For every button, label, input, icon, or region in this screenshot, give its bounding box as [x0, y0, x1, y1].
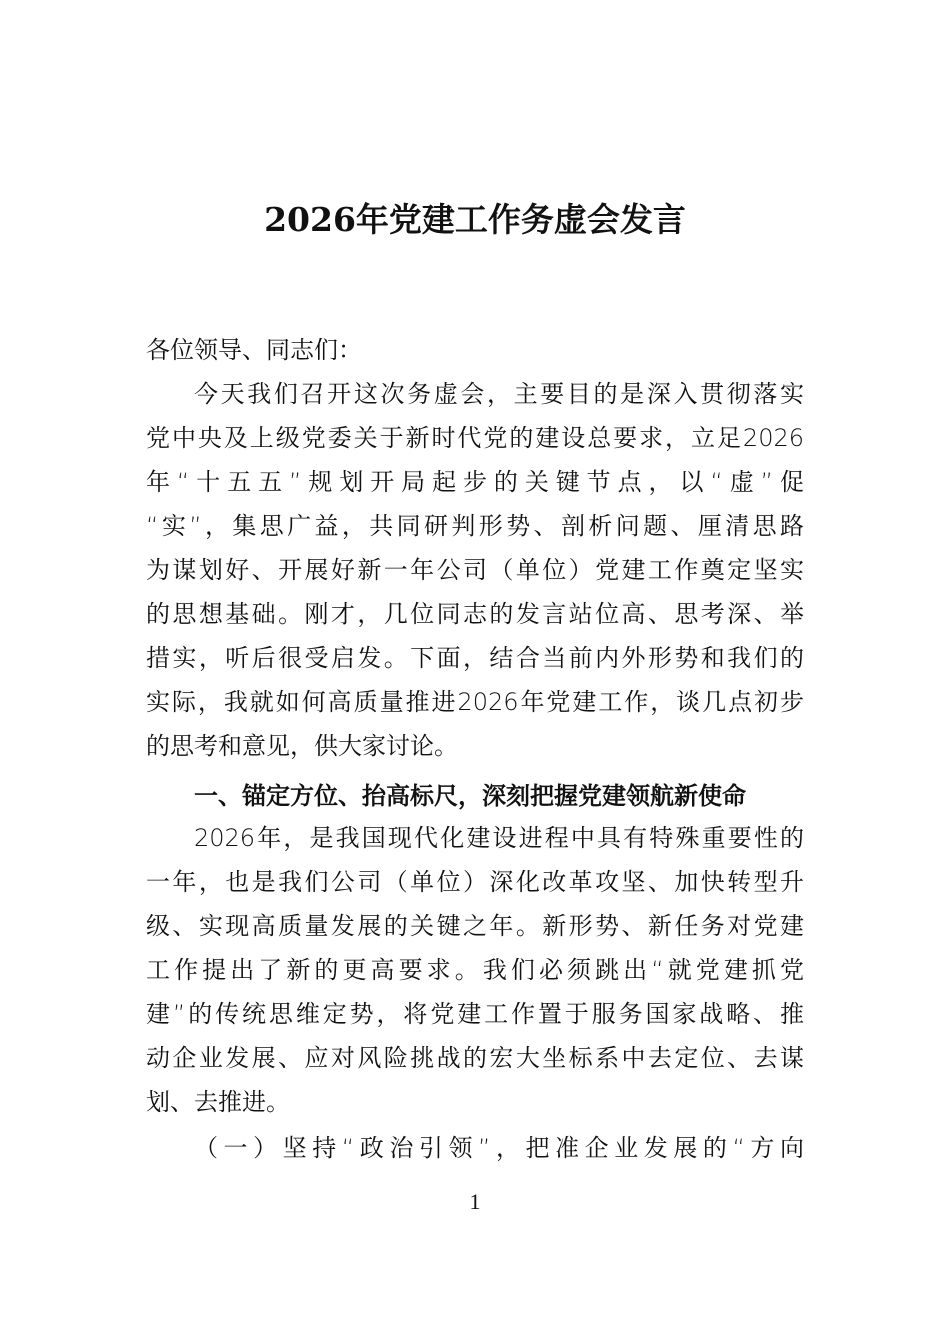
- paragraph-line: 划、去推进。: [146, 1088, 290, 1116]
- paragraph-line: 一年，也是我们公司（单位）深化改革攻坚、加快转型升: [146, 868, 804, 896]
- paragraph-line: 年“十五五”规划开局起步的关键节点，以“虚”促: [146, 468, 804, 496]
- paragraph-line: 级、实现高质量发展的关键之年。新形势、新任务对党建: [146, 912, 804, 940]
- paragraph-line: 工作提出了新的更高要求。我们必须跳出“就党建抓党: [146, 956, 804, 984]
- paragraph-line: “实”，集思广益，共同研判形势、剖析问题、厘清思路: [146, 512, 804, 540]
- salutation: 各位领导、同志们：: [146, 336, 362, 364]
- paragraph-line: 建”的传统思维定势，将党建工作置于服务国家战略、推: [146, 1000, 804, 1028]
- paragraph-line: 2026年，是我国现代化建设进程中具有特殊重要性的: [194, 824, 804, 852]
- paragraph-line: 动企业发展、应对风险挑战的宏大坐标系中去定位、去谋: [146, 1044, 804, 1072]
- paragraph-line: 党中央及上级党委关于新时代党的建设总要求，立足2026: [146, 424, 804, 452]
- paragraph-line: 的思想基础。刚才，几位同志的发言站位高、思考深、举: [146, 600, 804, 628]
- paragraph-line: 的思考和意见，供大家讨论。: [146, 732, 458, 760]
- page-number: 1: [469, 1189, 481, 1214]
- paragraph-line: 为谋划好、开展好新一年公司（单位）党建工作奠定坚实: [146, 556, 804, 584]
- document-title: 2026年党建工作务虚会发言: [264, 200, 686, 239]
- section-heading: 一、锚定方位、抬高标尺，深刻把握党建领航新使命: [194, 782, 746, 810]
- paragraph-line: 实际，我就如何高质量推进2026年党建工作，谈几点初步: [146, 688, 804, 716]
- subsection-heading: （一）坚持“政治引领”，把准企业发展的“方向: [194, 1134, 804, 1162]
- paragraph-line: 措实，听后很受启发。下面，结合当前内外形势和我们的: [146, 644, 804, 672]
- paragraph-line: 今天我们召开这次务虚会，主要目的是深入贯彻落实: [194, 380, 804, 408]
